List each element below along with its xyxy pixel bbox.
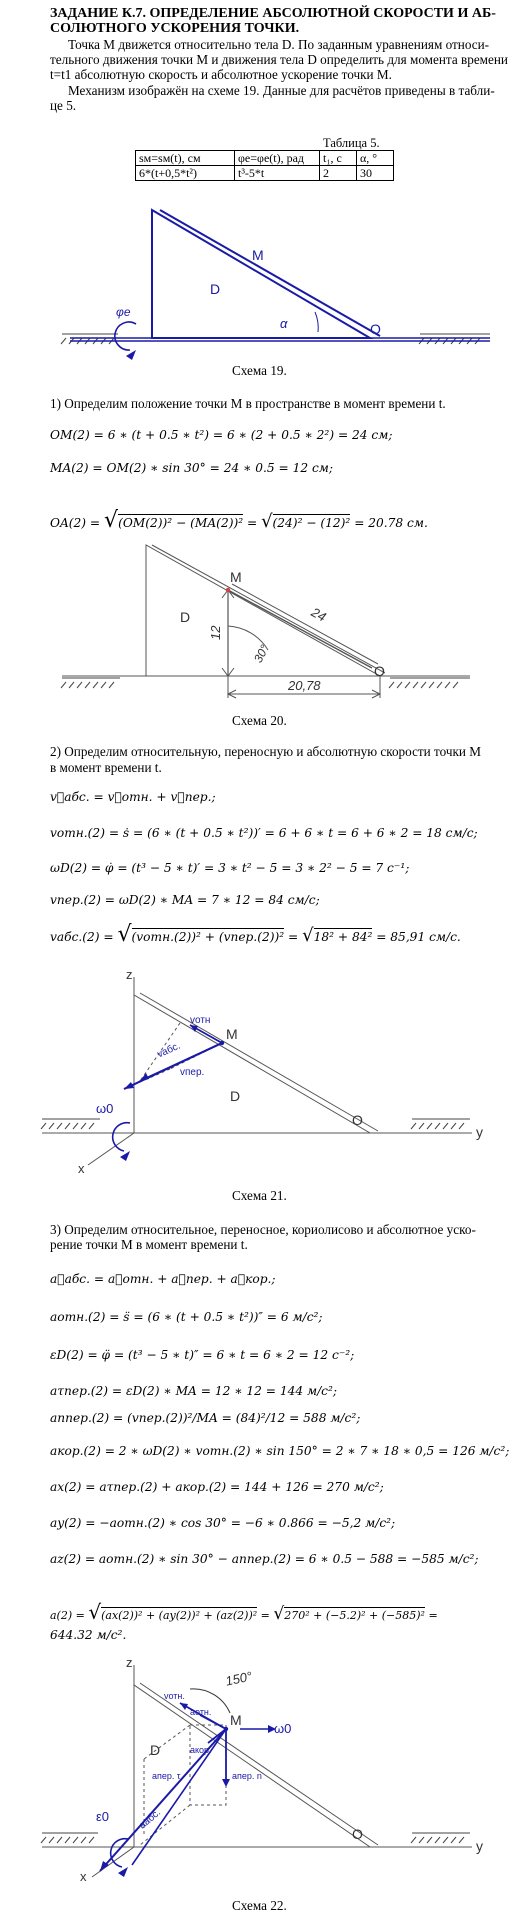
table-header-cell: φe=φe(t), рад [235,151,320,166]
ground-hatch-right [419,334,490,344]
section-3-eq-8: ay(2) = −aотн.(2) ∗ cos 30° = −6 ∗ 0.866 = −5,2 м/с²; [50,1516,396,1530]
label-arel: aотн. [190,1707,212,1717]
eq-radicand: (OM(2))² − (MA(2))² [118,516,244,530]
eq-left: vабс.(2) = [50,930,114,944]
section-3-heading-2: рение точки М в момент времени t. [50,1237,248,1252]
label-d: D [210,281,221,297]
label-12: 12 [208,625,223,640]
label-x: x [78,1161,85,1176]
scheme-21-diagram [40,965,500,1185]
label-o: O [374,663,385,679]
rotation-arrow-arc [115,322,136,350]
label-d: D [230,1088,241,1104]
section-3-eq-4: aτпер.(2) = εD(2) ∗ MA = 12 ∗ 12 = 144 м/с²; [50,1384,337,1398]
eq-mid: = [288,930,299,944]
label-omega: ω0 [96,1101,114,1116]
section-2-eq-1: v⃗абс. = v⃗отн. + v⃗пер.; [50,790,216,804]
intro-line-5: це 5. [50,98,77,113]
eq-radicand: (ax(2))² + (ay(2))² + (az(2))² [101,1609,258,1622]
eq-right: = [428,1609,438,1622]
eq-radicand: 270² + (−5.2)² + (−585)² [284,1609,425,1622]
label-acor: aкор. [190,1745,212,1755]
intro-line-1: Точка М движется относительно тела D. По заданным уравнениям относи- [68,37,490,52]
label-alpha: α [280,316,288,331]
table-header-cell: sм=sм(t), см [136,151,235,166]
intro-line-2: тельного движения точки М и движения тела D определить для момента времени [50,52,508,67]
label-m: M [252,247,264,263]
table-cell: 30 [357,166,394,181]
rotation-arrow-head [126,350,136,360]
scheme-22-diagram [40,1655,500,1895]
label-y: y [476,1838,483,1854]
atr-n-arrowhead [222,1779,230,1787]
body-d-triangle [134,995,370,1133]
eq-left: OA(2) = [50,516,101,530]
label-o: O [352,1112,363,1128]
section-2-eq-4: vпер.(2) = ωD(2) ∗ MA = 7 ∗ 12 = 84 см/с; [50,893,320,907]
ground-hatch-left [61,334,118,344]
data-table [135,150,394,181]
section-3-eq-2: aотн.(2) = s̈ = (6 ∗ (t + 0.5 ∗ t²))″ = 6 м/с²; [50,1310,323,1324]
section-1-eq-1: OM(2) = 6 ∗ (t + 0.5 ∗ t²) = 6 ∗ (2 + 0.5 ∗ 2²) = 24 см; [50,428,393,442]
scheme-22-caption: Схема 22. [232,1898,287,1913]
label-z: z [126,967,133,982]
section-3-eq-6: aкор.(2) = 2 ∗ ωD(2) ∗ vотн.(2) ∗ sin 150° = 2 ∗ 7 ∗ 18 ∗ 0,5 = 126 м/с²; [50,1444,510,1458]
label-phi: φe [116,305,131,319]
vabs-arrowhead [124,1082,134,1089]
slider-rail [140,1683,378,1845]
section-3-eq-10-result: 644.32 м/с². [50,1628,127,1642]
table-header-cell: α, ° [357,151,394,166]
section-2-heading-1: 2) Определим относительную, переносную и абсолютную скорости точки М [50,744,481,759]
section-3-heading-1: 3) Определим относительное, переносное, кориолисово и абсолютное уско- [50,1222,476,1237]
label-atr-t: aпер. τ [152,1771,181,1781]
heading-line-1: ЗАДАНИЕ К.7. ОПРЕДЕЛЕНИЕ АБСОЛЮТНОЙ СКОРОСТИ И АБ- [50,6,496,21]
section-2-eq-5: vабс.(2) = √(vотн.(2))² + (vпер.(2))² = √18² + 84² = 85,91 см/с. [50,922,461,947]
label-y: y [476,1124,483,1140]
label-z: z [126,1655,133,1670]
x-axis [88,1133,134,1165]
section-3-eq-9: az(2) = aотн.(2) ∗ sin 30° − anпер.(2) = 6 ∗ 0.5 − 588 = −585 м/с²; [50,1552,479,1566]
label-m: M [226,1026,238,1042]
eq-mid: = [260,1609,270,1622]
label-vrel: vотн. [164,1691,185,1701]
ground-hatch-left [41,1119,100,1129]
label-24: 24 [308,604,329,625]
section-2-eq-2: vотн.(2) = ṡ = (6 ∗ (t + 0.5 ∗ t²))′ = 6 + 6 ∗ t = 6 + 6 ∗ 2 = 18 см/с; [50,826,478,840]
slider-rail [160,210,380,336]
alpha-arc [315,312,318,332]
heading-line-2: СОЛЮТНОГО УСКОРЕНИЯ ТОЧКИ. [50,21,300,36]
label-o: O [370,321,381,337]
label-vrel: vотн [190,1015,211,1026]
eq-right: = 85,91 см/с. [376,930,461,944]
section-1-eq-3: OA(2) = √(OM(2))² − (MA(2))² = √(24)² − (12)² = 20.78 см. [50,508,428,533]
scheme-19-caption: Схема 19. [232,363,287,378]
table-header-cell: t₁, с [320,151,357,166]
label-d: D [150,1742,161,1758]
section-3-eq-5: anпер.(2) = (vпер.(2))²/MA = (84)²/12 = 588 м/с²; [50,1411,361,1425]
epsilon-arrowhead [118,1867,128,1877]
atr-t-vector [132,1729,226,1865]
eq-right: = 20.78 см. [354,516,428,530]
section-3-eq-1: a⃗абс. = a⃗отн. + a⃗пер. + a⃗кор.; [50,1272,276,1286]
table-cell: 6*(t+0,5*t²) [136,166,235,181]
label-vtr: vпер. [180,1067,205,1078]
label-eps: ε0 [96,1809,110,1824]
scheme-19-diagram [60,200,500,360]
label-atr-n: aпер. n [232,1771,262,1781]
omega-arc [113,1123,130,1151]
ground-hatch-left [41,1833,98,1843]
ground-hatch-right [389,678,470,688]
section-3-eq-10: a(2) = √(ax(2))² + (ay(2))² + (az(2))² = √270² + (−5.2)² + (−585)² = [50,1600,438,1624]
label-x: x [80,1869,87,1884]
label-2078: 20,78 [288,678,321,693]
intro-line-4: Механизм изображён на схеме 19. Данные для расчётов приведены в табли- [68,83,495,98]
label-m: M [230,569,242,585]
section-3-eq-7: ax(2) = aτпер.(2) + aкор.(2) = 144 + 126 = 270 м/с²; [50,1480,384,1494]
table-header-row [136,151,394,166]
scheme-20-diagram [60,540,480,715]
point-m [220,1041,224,1045]
scheme-21-caption: Схема 21. [232,1188,287,1203]
omega-arrowhead [120,1151,130,1161]
ground-hatch-left [61,678,120,688]
label-30: 30° [250,642,272,666]
label-o: O [352,1826,363,1842]
body-d-triangle [134,1685,370,1847]
label-vabs: vабс. [155,1040,183,1061]
table-cell: 2 [320,166,357,181]
ground-hatch-right [411,1833,470,1843]
eq-radicand: 18² + 84² [313,930,373,944]
eq-mid: = [246,516,258,530]
ground-hatch-right [411,1119,470,1129]
eq-left: a(2) = [50,1609,85,1622]
point-m [226,588,230,592]
table-row [136,166,394,181]
eq-radicand: (24)² − (12)² [272,516,351,530]
scheme-20-caption: Схема 20. [232,713,287,728]
section-2-heading-2: в момент времени t. [50,760,162,775]
label-m: M [230,1712,242,1728]
label-150: 150° [224,1668,254,1689]
table-cell: t³-5*t [235,166,320,181]
section-1-eq-2: MA(2) = OM(2) ∗ sin 30° = 24 ∗ 0.5 = 12 см; [50,461,334,475]
section-1-heading: 1) Определим положение точки М в пространстве в момент времени t. [50,396,446,411]
intro-line-3: t=t1 абсолютную скорость и абсолютное ускорение точки М. [50,67,392,82]
body-d-triangle [152,210,370,338]
section-3-eq-3: εD(2) = φ̈ = (t³ − 5 ∗ t)″ = 6 ∗ t = 6 ∗ 2 = 12 с⁻²; [50,1348,355,1362]
point-m [224,1727,228,1731]
label-d: D [180,609,191,625]
table-caption: Таблица 5. [323,136,380,150]
label-omega: ω0 [274,1721,292,1736]
om-segment [228,590,372,668]
eq-radicand: (vотн.(2))² + (vпер.(2))² [131,930,285,944]
section-2-eq-3: ωD(2) = φ̇ = (t³ − 5 ∗ t)′ = 3 ∗ t² − 5 = 3 ∗ 2² − 5 = 7 с⁻¹; [50,861,410,875]
slider-rail [140,993,378,1131]
label-aabs: aабс. [137,1807,163,1832]
